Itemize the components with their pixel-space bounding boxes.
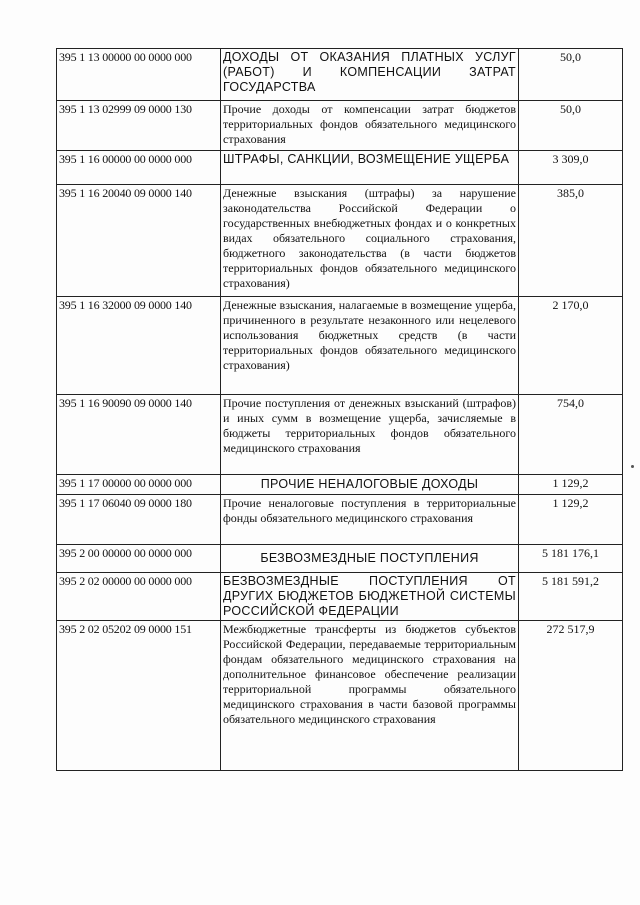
row-amount: 1 129,2 [519, 475, 623, 495]
row-amount: 50,0 [519, 101, 623, 151]
table-row [57, 545, 623, 573]
row-code: 395 2 02 05202 09 0000 151 [57, 621, 221, 771]
row-code: 395 1 16 32000 09 0000 140 [57, 297, 221, 395]
row-name: ШТРАФЫ, САНКЦИИ, ВОЗМЕЩЕНИЕ УЩЕРБА [221, 151, 519, 185]
row-code: 395 2 02 00000 00 0000 000 [57, 573, 221, 621]
row-amount: 3 309,0 [519, 151, 623, 185]
table-row [57, 297, 623, 395]
row-amount: 5 181 591,2 [519, 573, 623, 621]
row-name: Денежные взыскания, налагаемые в возмещение ущерба, причиненного в результате незаконного или нецелевого использования бюджетных средств (в части территориальных фондов обязательного медицинского страхования) [221, 297, 519, 395]
table-row [57, 573, 623, 621]
row-amount: 50,0 [519, 49, 623, 101]
row-name: Денежные взыскания (штрафы) за нарушение законодательства Российской Федерации о государственных внебюджетных фондах и о конкретных видах обязательного социального страхования, бюджетного законодательства (в части бюджетов территориальных фондов обязательного медицинского страхования) [221, 185, 519, 297]
row-name: БЕЗВОЗМЕЗДНЫЕ ПОСТУПЛЕНИЯ [221, 545, 519, 573]
row-name: Прочие поступления от денежных взысканий (штрафов) и иных сумм в возмещение ущерба, зачисляемые в бюджеты территориальных фондов обязательного медицинского страхования [221, 395, 519, 475]
table-row [57, 495, 623, 545]
row-name: ПРОЧИЕ НЕНАЛОГОВЫЕ ДОХОДЫ [221, 475, 519, 495]
table-row [57, 475, 623, 495]
row-code: 395 1 16 90090 09 0000 140 [57, 395, 221, 475]
table-row [57, 49, 623, 101]
row-name: ДОХОДЫ ОТ ОКАЗАНИЯ ПЛАТНЫХ УСЛУГ (РАБОТ) И КОМПЕНСАЦИИ ЗАТРАТ ГОСУДАРСТВА [221, 49, 519, 101]
row-code: 395 1 16 20040 09 0000 140 [57, 185, 221, 297]
row-amount: 754,0 [519, 395, 623, 475]
table-row [57, 621, 623, 771]
row-code: 395 1 13 02999 09 0000 130 [57, 101, 221, 151]
row-name: БЕЗВОЗМЕЗДНЫЕ ПОСТУПЛЕНИЯ ОТ ДРУГИХ БЮДЖЕТОВ БЮДЖЕТНОЙ СИСТЕМЫ РОССИЙСКОЙ ФЕДЕРАЦИИ [221, 573, 519, 621]
row-amount: 5 181 176,1 [519, 545, 623, 573]
row-amount: 1 129,2 [519, 495, 623, 545]
table-row [57, 151, 623, 185]
row-amount: 2 170,0 [519, 297, 623, 395]
table-row [57, 185, 623, 297]
row-code: 395 1 17 00000 00 0000 000 [57, 475, 221, 495]
row-name: Прочие неналоговые поступления в территориальные фонды обязательного медицинского страхования [221, 495, 519, 545]
row-code: 395 1 17 06040 09 0000 180 [57, 495, 221, 545]
table-row [57, 395, 623, 475]
revenue-table [56, 48, 623, 771]
row-name: Межбюджетные трансферты из бюджетов субъектов Российской Федерации, передаваемые территориальным фондам обязательного медицинского страхования на дополнительное финансовое обеспечение реализации территориальной программы обязательного медицинского страхования в части базовой программы обязательного медицинского страхования [221, 621, 519, 771]
row-amount: 272 517,9 [519, 621, 623, 771]
row-code: 395 2 00 00000 00 0000 000 [57, 545, 221, 573]
row-amount: 385,0 [519, 185, 623, 297]
table-row [57, 101, 623, 151]
row-code: 395 1 13 00000 00 0000 000 [57, 49, 221, 101]
row-code: 395 1 16 00000 00 0000 000 [57, 151, 221, 185]
row-name: Прочие доходы от компенсации затрат бюджетов территориальных фондов обязательного медицинского страхования [221, 101, 519, 151]
scan-speck [631, 465, 634, 468]
